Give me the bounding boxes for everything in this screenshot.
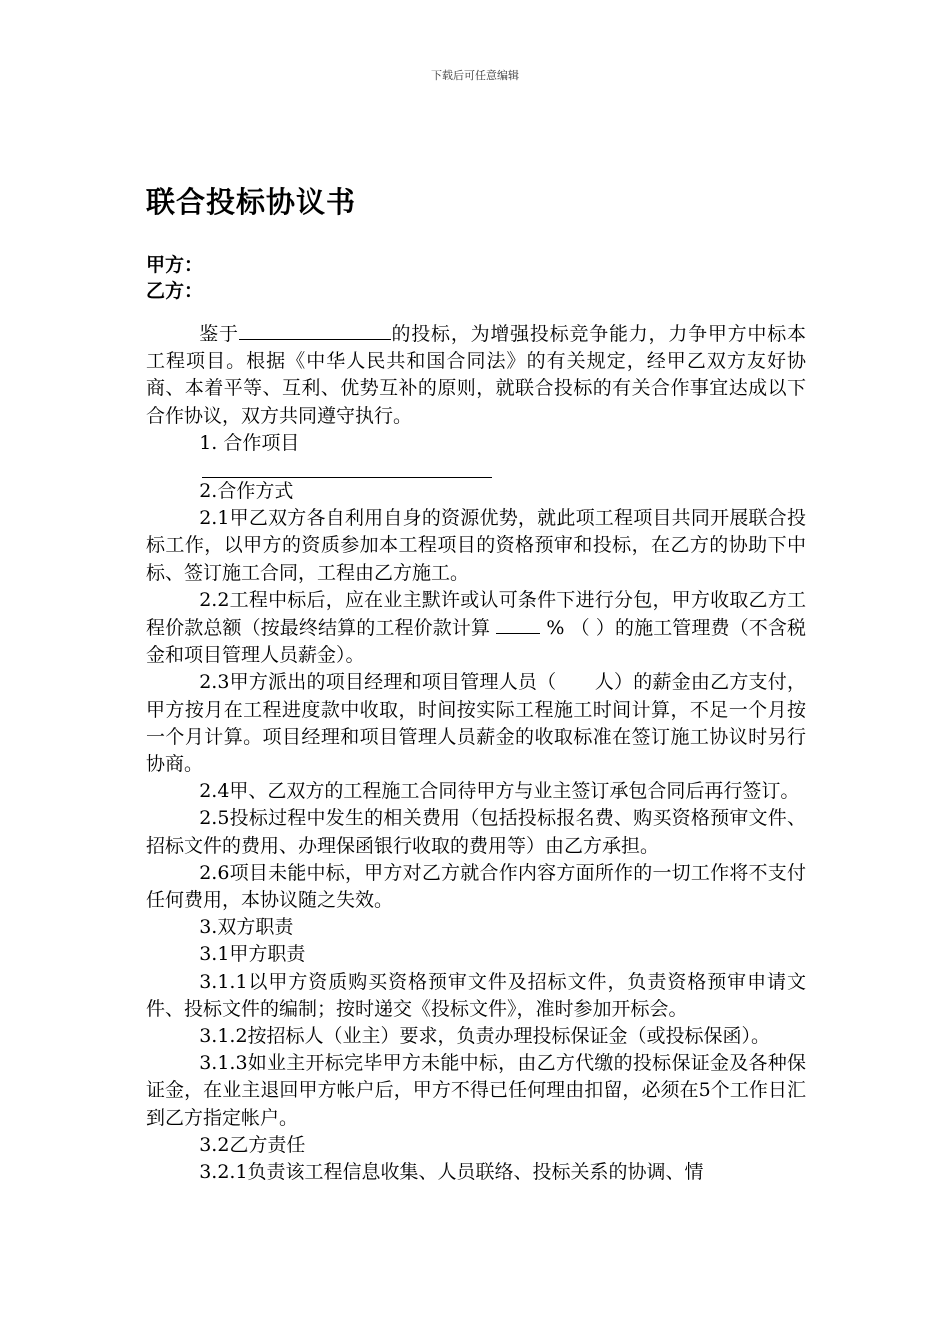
section-1-heading: 1. 合作项目 — [199, 431, 300, 454]
document-title: 联合投标协议书 — [146, 185, 357, 219]
clause-2-2-pre: 2.2工程中标后，应在业主默许或认可条件下进行分包，甲方收取乙方工程价款总额（按最终结算的工程价款计算 — [146, 588, 806, 640]
clause-2-2 — [146, 587, 806, 670]
intro-pre: 鉴于 — [199, 323, 239, 345]
intro-paragraph — [146, 320, 806, 430]
project-name-blank — [239, 320, 391, 340]
section-3-1-heading: 3.1甲方职责 — [199, 943, 306, 966]
clause-2-6: 2.6项目未能中标，甲方对乙方就合作内容方面所作的一切工作将不支付任何费用，本协议随之失效。 — [146, 861, 806, 912]
party-a-label: 甲方： — [146, 254, 204, 276]
intro-post: 的投标，为增强投标竞争能力，力争甲方中标本工程项目。根据《中华人民共和国合同法》的有关规定，经甲乙双方友好协商、本着平等、互利、优势互补的原则，就联合投标的有关合作事宜达成以下合作协议，双方共同遵守执行。 — [146, 323, 806, 427]
section-3-heading: 3.双方职责 — [199, 916, 294, 939]
percent-blank — [496, 614, 540, 634]
clause-3-1-2: 3.1.2按招标人（业主）要求，负责办理投标保证金（或投标保函）。 — [199, 1025, 771, 1048]
clause-2-2-post: % （ ）的施工管理费（不含税金和项目管理人员薪金）。 — [146, 617, 806, 667]
section-3-2-heading: 3.2乙方责任 — [199, 1133, 306, 1156]
clause-3-1-3: 3.1.3如业主开标完毕甲方未能中标，由乙方代缴的投标保证金及各种保证金，在业主退回甲方帐户后，甲方不得已任何理由扣留，必须在5个工作日汇到乙方指定帐户。 — [146, 1052, 806, 1129]
clause-2-4: 2.4甲、乙双方的工程施工合同待甲方与业主签订承包合同后再行签订。 — [199, 780, 800, 803]
clause-2-3: 2.3甲方派出的项目经理和项目管理人员（ 人）的薪金由乙方支付，甲方按月在工程进度款中收取，时间按实际工程施工时间计算，不足一个月按一个月计算。项目经理和项目管理人员薪金的收取标准在签订施工协议时另行协商。 — [146, 671, 806, 776]
document-body — [146, 320, 806, 1186]
project-blank-line — [202, 457, 492, 478]
header-note: 下载后可任意编辑 — [431, 69, 519, 82]
clause-2-5: 2.5投标过程中发生的相关费用（包括投标报名费、购买资格预审文件、招标文件的费用、办理保函银行收取的费用等）由乙方承担。 — [146, 807, 806, 857]
clause-3-1-1: 3.1.1以甲方资质购买资格预审文件及招标文件，负责资格预审申请文件、投标文件的编制；按时递交《投标文件》，准时参加开标会。 — [146, 970, 806, 1020]
party-b-label: 乙方： — [146, 280, 204, 302]
clause-3-2-1: 3.2.1负责该工程信息收集、人员联络、投标关系的协调、情 — [199, 1161, 704, 1184]
clause-2-1: 2.1甲乙双方各自利用自身的资源优势，就此项工程项目共同开展联合投标工作，以甲方的资质参加本工程项目的资格预审和投标，在乙方的协助下中标、签订施工合同，工程由乙方施工。 — [146, 507, 806, 584]
section-2-heading: 2.合作方式 — [199, 480, 294, 503]
